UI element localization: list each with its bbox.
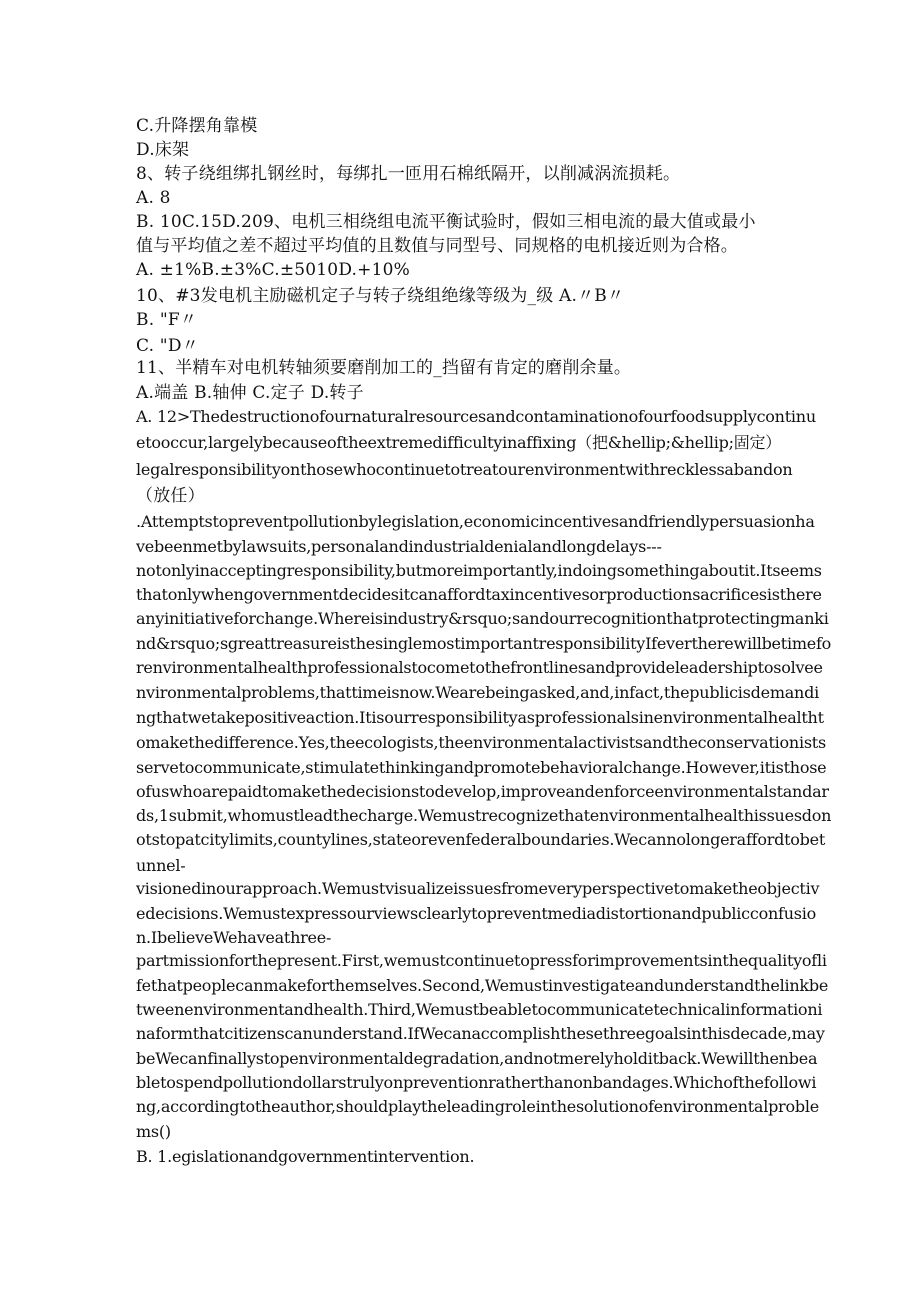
text-line: B. "F〃: [136, 310, 198, 330]
text-line: renvironmentalhealthprofessionalstocometothefrontlinesandprovideleadershiptosolvee: [136, 658, 823, 677]
text-line: partmissionforthepresent.First,wemustcontinuetopressforimprovementsinthequalityofli: [136, 951, 827, 970]
text-line: ngthatwetakepositiveaction.Itisourresponsibilityasprofessionalsinenvironmentalhealtht: [136, 708, 824, 727]
text-line: vebeenmetbylawsuits,personalandindustrialdenialandlongdelays---: [136, 537, 662, 556]
text-line: omakethedifference.Yes,theecologists,theenvironmentalactivistsandtheconservationists: [136, 733, 826, 752]
text-line: etooccur,largelybecauseoftheextremedifficultyinaffixing（把&hellip;&hellip;固定）: [136, 433, 781, 452]
text-line: ofuswhoarepaidtomakethedecisionstodevelop,improveandenforceenvironmentalstandar: [136, 782, 829, 801]
text-line: tweenenvironmentandhealth.Third,Wemustbeabletocommunicatetechnicalinformationi: [136, 1000, 823, 1019]
text-line: .Attemptstopreventpollutionbylegislation,economicincentivesandfriendlypersuasionha: [136, 512, 815, 531]
text-line: A. ±1%B.±3%C.±5010D.+10%: [136, 260, 410, 280]
text-line: 值与平均值之差不超过平均值的且数值与同型号、同规格的电机接近则为合格。: [136, 236, 738, 256]
text-line: C. "D〃: [136, 336, 199, 356]
text-line: legalresponsibilityonthosewhocontinuetotreatourenvironmentwithrecklessabandon: [136, 460, 793, 479]
text-line: B. 1.egislationandgovernmentintervention.: [136, 1147, 475, 1166]
text-line: bletospendpollutiondollarstrulyonpreventionratherthanonbandages.Whichofthefollowi: [136, 1073, 817, 1092]
text-line: B. 10C.15D.209、电机三相绕组电流平衡试验时，假如三相电流的最大值或最小: [136, 212, 756, 232]
text-line: nd&rsquo;sgreattreasureisthesinglemostimportantresponsibilityIfevertherewillbetimefo: [136, 634, 832, 653]
text-line: unnel-: [136, 856, 186, 875]
text-line: 8、转子绕组绑扎钢丝时，每绑扎一匝用石棉纸隔开，以削减涡流损耗。: [136, 164, 681, 184]
text-line: 11、半精车对电机转轴须要磨削加工的_挡留有肯定的磨削余量。: [136, 358, 632, 378]
text-line: ds,1submit,whomustleadthecharge.Wemustrecognizethatenvironmentalhealthissuesdon: [136, 806, 832, 825]
text-line: （放任）: [136, 486, 205, 506]
text-line: otstopatcitylimits,countylines,stateorevenfederalboundaries.Wecannolongeraffordtobet: [136, 830, 826, 849]
text-line: A. 12>Thedestructionofournaturalresourcesandcontaminationofourfoodsupplycontinu: [136, 407, 816, 426]
text-line: naformthatcitizenscanunderstand.IfWecanaccomplishthesethreegoalsinthisdecade,may: [136, 1024, 825, 1043]
text-line: C.升降摆角靠模: [136, 116, 258, 136]
text-line: A. 8: [136, 188, 171, 208]
text-line: notonlyinacceptingresponsibility,butmoreimportantly,indoingsomethingaboutit.Itseems: [136, 561, 822, 580]
text-line: n.IbelieveWehaveathree-: [136, 928, 332, 947]
text-line: 10、#3发电机主励磁机定子与转子绕组绝缘等级为_级 A.〃B〃: [136, 286, 625, 306]
text-line: D.床架: [136, 140, 190, 160]
text-line: thatonlywhengovernmentdecidesitcanaffordtaxincentivesorproductionsacrificesisthere: [136, 585, 822, 604]
text-line: A.端盖 B.轴伸 C.定子 D.转子: [136, 383, 364, 403]
text-line: ng,accordingtotheauthor,shouldplaytheleadingroleinthesolutionofenvironmentalproble: [136, 1097, 819, 1116]
text-line: edecisions.Wemustexpressourviewsclearlytopreventmediadistortionandpublicconfusio: [136, 904, 816, 923]
text-line: anyinitiativeforchange.Whereisindustry&rsquo;sandourrecognitionthatprotectingmanki: [136, 609, 829, 628]
text-line: servetocommunicate,stimulatethinkingandpromotebehavioralchange.However,itisthose: [136, 758, 827, 777]
text-line: nvironmentalproblems,thattimeisnow.Wearebeingasked,and,infact,thepublicisdemandi: [136, 683, 819, 702]
text-line: fethatpeoplecanmakeforthemselves.Second,Wemustinvestigateandunderstandthelinkbe: [136, 976, 829, 995]
text-line: ms(): [136, 1122, 171, 1141]
text-line: visionedinourapproach.Wemustvisualizeissuesfromeveryperspectivetomaketheobjectiv: [136, 879, 820, 898]
text-line: beWecanfinallystopenvironmentaldegradation,andnotmerelyholditback.Wewillthenbea: [136, 1049, 818, 1068]
